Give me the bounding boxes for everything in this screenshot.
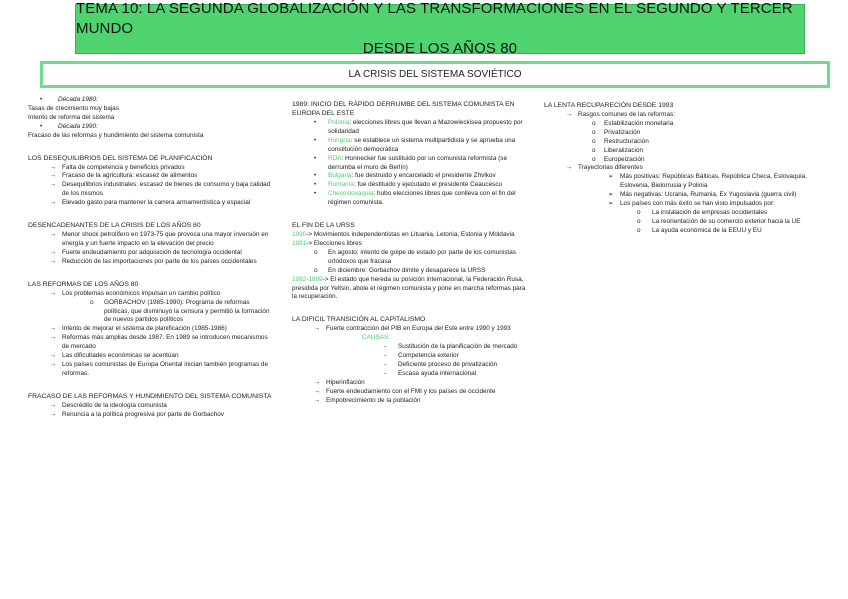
decade-80-item: [28, 96, 273, 105]
year-text: -> Movimientos independentistas en Lituania, Letonia, Estonia y Moldavia: [306, 231, 515, 239]
list-item-text: En agosto: intento de golpe de estado por parte de los comunistas ortodoxos que fracasa: [328, 248, 516, 265]
list-item: [544, 218, 819, 227]
circle-bullet-icon: o: [314, 248, 318, 256]
list-item: [292, 172, 532, 181]
list-item: [292, 137, 532, 155]
country-name: Polonia: [328, 119, 350, 126]
dash-bullet-icon: -: [384, 343, 387, 351]
country-name: Bulgaria: [328, 172, 352, 180]
list-item: [544, 147, 819, 156]
arrowhead-bullet-icon: ➢: [608, 191, 614, 199]
list-item-text: Fracaso de la agricultura: escasez de alimentos: [62, 172, 198, 180]
arrow-right-icon: →: [50, 199, 57, 207]
list-item: [28, 172, 273, 181]
list-item-text: Liberalización: [604, 146, 644, 154]
list-item-text: Fuerte endeudamiento por adquisición de tecnología occidental: [62, 248, 242, 256]
list-item-text: Desequilibrios industriales: escasez de bienes de consumo y baja calidad de los mismos: [62, 181, 271, 198]
list-item-text: : hubo elecciones libres que conlleva con el fin del régimen comunista.: [328, 190, 516, 207]
list-item-text: Elevado gasto para mantener la carrera armamentística y espacial: [62, 199, 251, 207]
bullet-dot-icon: •: [314, 136, 317, 144]
arrow-right-icon: →: [50, 231, 57, 239]
column-3: [544, 101, 819, 236]
gorbachov-text: GORBACHOV (1985-1990): Programa de reformas políticas, que disminuyó la censura y permitió la formación de nuevos partidos políticos: [104, 298, 270, 324]
decade-80-label: Década 1980:: [58, 96, 98, 103]
circle-bullet-icon: o: [637, 217, 641, 225]
bullet-dot-icon: •: [314, 181, 317, 189]
heading-transicion: LA DIFICIL TRANSICIÓN AL CAPITALISMO: [292, 316, 426, 324]
arrow-right-icon: →: [50, 163, 57, 171]
circle-bullet-icon: o: [314, 266, 318, 274]
list-item: [28, 231, 273, 249]
year-label: 1990: [292, 231, 307, 239]
dash-bullet-icon: -: [384, 352, 387, 360]
list-item: [544, 227, 819, 236]
list-item: [544, 191, 819, 200]
list-item-text: La ayuda económica de la EEUU y EU: [652, 226, 762, 234]
list-item: [544, 120, 819, 129]
section-title: LA CRISIS DEL SISTEMA SOVIÉTICO: [348, 69, 522, 80]
column-1: [28, 96, 273, 420]
list-item: [292, 267, 532, 276]
list-item: [292, 388, 532, 397]
list-item-text: Privatización: [604, 128, 641, 136]
list-item: [292, 155, 532, 173]
list-item-text: Fuerte contracción del PIB en Europa del Este entre 1990 y 1993: [326, 325, 511, 333]
heading-desequilibrios: LOS DESEQUILIBRIOS DEL SISTEMA DE PLANIFICACIÓN: [28, 154, 213, 162]
list-item-text: : fue destituido y ejecutado el presidente Ceaucescu: [353, 181, 503, 189]
gorbachov-item: [28, 299, 273, 326]
arrow-right-icon: →: [50, 352, 57, 360]
list-item-text: : elecciones libres que llevan a Mazowieckisea propuesto por solidaridad: [328, 119, 523, 135]
heading-desencadenantes: DESENCADENANTES DE LA CRISIS DE LOS AÑOS 80: [28, 222, 201, 230]
list-item-text: Europeización: [604, 155, 645, 163]
circle-bullet-icon: o: [637, 226, 641, 234]
list-item-text: Las dificultades económicas se acentúan: [62, 352, 179, 360]
list-item-text: En diciembre: Gorbachov dimite y desaparece la URSS: [328, 266, 486, 274]
list-item: [292, 343, 532, 352]
arrow-right-icon: →: [566, 164, 573, 172]
arrow-right-icon: →: [50, 334, 57, 342]
list-item-text: Sustitución de la planificación de mercado: [398, 343, 518, 351]
list-item: [544, 156, 819, 165]
bullet-dot-icon: •: [314, 172, 317, 180]
arrow-right-icon: →: [50, 181, 57, 189]
list-item-text: : fue destruido y encarcelado el presidente Zhvlkov: [351, 172, 496, 180]
heading-recuperacion: LA LENTA RECUPARECIÓN DESDE 1993: [544, 102, 674, 109]
list-item-text: Fuerte endeudamiento con el FMI y los países de occidente: [326, 387, 496, 395]
list-item: [28, 402, 273, 411]
list-item-text: Los países comunistas de Europa Oriental inician también programas de reformas.: [62, 360, 269, 377]
list-item: [292, 370, 532, 379]
decade-90-item: [28, 123, 273, 132]
year-1991-row: [292, 240, 532, 249]
decade-80-text-1: Tasas de crecimiento muy bajas: [28, 104, 119, 112]
list-item: [544, 164, 819, 173]
list-item: [292, 352, 532, 361]
list-item: [544, 209, 819, 218]
year-label: 1991: [292, 239, 307, 247]
main-title-banner: [75, 0, 805, 57]
list-item: [28, 361, 273, 379]
list-item: [544, 200, 819, 209]
list-item: [292, 397, 532, 406]
circle-bullet-icon: o: [90, 298, 94, 306]
list-item: [292, 190, 532, 208]
year-label: 1992-1999: [292, 275, 323, 283]
heading-fracaso: FRACASO DE LAS REFORMAS Y HUNDIMIENTO DEL SISTEMA COMUNISTA: [28, 392, 272, 400]
circle-bullet-icon: o: [592, 128, 596, 136]
list-item-text: : se establece un sistema multipartidista y se aprueba una constitución democrática: [328, 136, 516, 153]
list-item-text: : Honnecker fue sustituido por un comunista reformista (se derrumba el muro de Berlín): [328, 154, 508, 171]
decade-90-label: Década 1990:: [58, 122, 98, 130]
circle-bullet-icon: o: [637, 208, 641, 216]
list-item-text: La instalación de empresas occidentales: [652, 208, 768, 216]
list-item: [292, 361, 532, 370]
arrowhead-bullet-icon: ➢: [608, 200, 614, 208]
arrow-right-icon: →: [50, 325, 57, 333]
list-item: [28, 249, 273, 258]
arrow-right-icon: →: [50, 401, 57, 409]
list-item: [28, 334, 273, 352]
list-item: [28, 258, 273, 267]
bullet-dot-icon: •: [314, 154, 317, 162]
list-item-text: Menor shock petrolífero en 1973-75 que provoca una mayor inversión en energía y un fuerte impacto en la elevación del precio: [62, 231, 269, 247]
circle-bullet-icon: o: [592, 146, 596, 154]
list-item: [28, 199, 273, 208]
list-item-text: Deficiente proceso de privatización: [398, 360, 498, 368]
bullet-dot-icon: •: [40, 96, 43, 103]
year-text: -> El estado que hereda su posición internacional, la Federación Rusa, presidida por Yeltsin, abole el régimen comunista y pone en marcha reformas para la recuperación.: [292, 275, 526, 301]
list-item-text: Empobrecimiento de la población: [326, 396, 421, 404]
list-item: [28, 325, 273, 334]
list-item-text: Competencia exterior: [398, 352, 459, 360]
circle-bullet-icon: o: [592, 119, 596, 127]
arrow-right-icon: →: [50, 248, 57, 256]
list-item-text: La reorientación de su comercio exterior hacia la UE: [652, 217, 801, 225]
arrow-right-icon: →: [50, 172, 57, 180]
circle-bullet-icon: o: [592, 137, 596, 145]
list-item-text: Falta de competencia y beneficios privados: [62, 163, 185, 171]
circle-bullet-icon: o: [592, 155, 596, 163]
heading-reformas: LAS REFORMAS DE LOS AÑOS 80: [28, 280, 139, 288]
list-item-text: Reducción de las importaciones por parte de los países occidentales: [62, 257, 257, 265]
list-item: [544, 111, 819, 120]
heading-fin-urss: EL FIN DE LA URSS: [292, 222, 355, 230]
arrow-right-icon: →: [50, 289, 57, 297]
list-item: [28, 290, 273, 299]
main-title-line-2: DESDE LOS AÑOS 80: [362, 40, 518, 57]
list-item-text: Renuncia a la política progresiva por parte de Gorbachov: [62, 410, 224, 418]
list-item-text: Hiperinflación: [326, 378, 365, 386]
list-item: [28, 411, 273, 420]
list-item: [292, 249, 532, 267]
list-item: [544, 173, 819, 191]
bullet-dot-icon: •: [314, 119, 317, 126]
arrow-right-icon: →: [314, 325, 321, 333]
list-item: [28, 352, 273, 361]
list-item: [292, 181, 532, 190]
arrow-right-icon: →: [314, 387, 321, 395]
country-name: Rumanía: [328, 181, 354, 189]
year-1990-row: [292, 231, 532, 240]
country-name: RDA: [328, 154, 342, 162]
list-item: [544, 129, 819, 138]
bullet-dot-icon: •: [40, 122, 43, 130]
list-item-text: Intento de mejorar el sistema de planificación (1985-1986): [62, 325, 227, 333]
arrow-right-icon: →: [566, 111, 573, 118]
list-item-text: Rasgos comunes de las reformas:: [578, 111, 675, 118]
list-item-text: Más positivas: Repúblicas Bálticas, República Checa, Eslovaquia, Eslovenia, Bielorrusia y Polinia: [620, 173, 807, 190]
list-item-text: Reformas más amplias desde 1987. En 1989 se introducen mecanismos de mercado: [62, 334, 268, 351]
bullet-dot-icon: •: [314, 190, 317, 198]
list-item-text: Restructuración: [604, 137, 649, 145]
list-item-text: Escasa ayuda internacional: [398, 369, 477, 377]
country-name: Checoslovaquia: [328, 190, 374, 198]
arrow-right-icon: →: [50, 360, 57, 368]
decade-90-text-1: Fracaso de las reformas y hundimiento del sistema comunista: [28, 131, 204, 139]
arrow-right-icon: →: [314, 378, 321, 386]
causas-label: CAUSAS:: [362, 334, 391, 342]
year-text: -> Elecciones libres: [306, 239, 362, 247]
list-item: [28, 164, 273, 173]
heading-1989: 1989: INICIO DEL RÁPIDO DERRUMBE DEL SISTEMA COMUNISTA EN EUROPA DEL ESTE: [292, 101, 515, 117]
decade-80-text-2: Intento de reforma del sistema: [28, 113, 115, 121]
list-item-text: Descrédito de la ideología comunista: [62, 401, 167, 409]
column-2: [292, 100, 532, 405]
list-item: [544, 138, 819, 147]
list-item: [292, 119, 532, 137]
year-1992-row: [292, 276, 532, 303]
country-name: Hungría: [328, 136, 351, 144]
list-item-text: Más negativas: Ucrania, Rumania, Ex Yugoslavia (guerra civil): [620, 191, 797, 199]
list-item-text: Trayectorias diferentes: [578, 164, 643, 172]
list-item: [292, 325, 532, 334]
main-title-line-1: TEMA 10: LA SEGUNDA GLOBALIZACIÓN Y LAS TRANSFORMACIONES EN EL SEGUNDO Y TERCER MUNDO: [76, 0, 793, 37]
arrowhead-bullet-icon: ➢: [608, 173, 614, 181]
list-item: [292, 379, 532, 388]
section-title-box: [40, 61, 830, 88]
list-item-text: Estabilización monetaria: [604, 119, 674, 127]
list-item-text: Los problemas económicos impulsan un cambio político: [62, 289, 221, 297]
arrow-right-icon: →: [314, 396, 321, 404]
arrow-right-icon: →: [50, 410, 57, 418]
list-item-text: Los países con más éxito se han visto impulsados por:: [620, 200, 775, 208]
dash-bullet-icon: -: [384, 360, 387, 368]
dash-bullet-icon: -: [384, 369, 387, 377]
list-item: [28, 181, 273, 199]
arrow-right-icon: →: [50, 257, 57, 265]
